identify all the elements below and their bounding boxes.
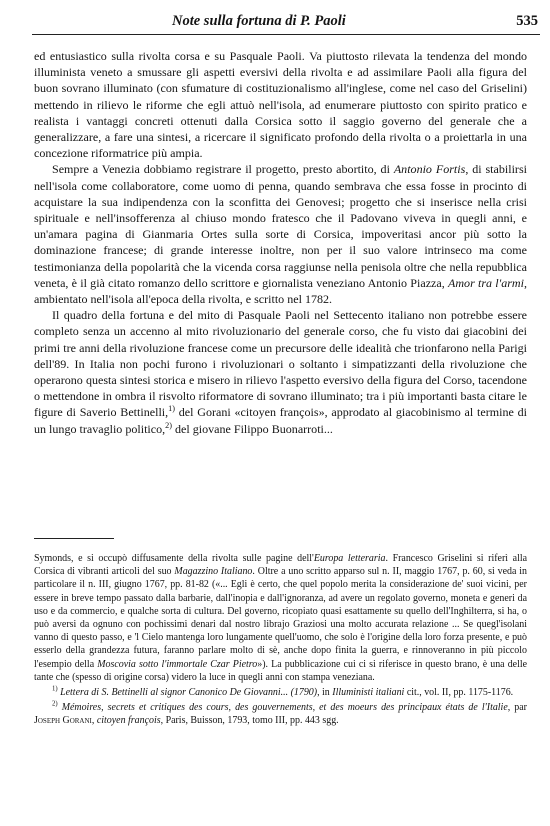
footnote-2-author: Joseph Gorani [34,715,92,727]
footnote-1-end: cit., vol. II, pp. 1175-1176. [404,687,514,699]
paragraph-3-text-b: del Gorani «citoyen françois», approdato al giacobinismo al termine di un lungo travaglio politico, [34,405,527,436]
main-text [34,48,527,437]
footnote-2-end: , Paris, Buisson, 1793, tomo III, pp. 443 sgg. [160,715,339,727]
footnote-1-sep: , in [317,687,333,699]
journal-title-magazzino: Magazzino Italiano [174,566,253,578]
footnotes [34,552,527,728]
person-name-fortis: Antonio Fortis [393,162,466,177]
footnote-2-sep-b: , [91,715,97,727]
footnote-ref-2: 2) [165,420,172,430]
footnote-continuation-text-d: »). La pubblicazione cui ci si riferisce in questo brano, è una delle tante che (spesso di origine corsa) videro la luce in quegli anni con stampa veneziana. [34,658,528,683]
footnote-continuation-text-b: . Francesco Griselini si riferì alla Corsica di vibranti articoli del suo [34,553,527,578]
novel-title: Amor tra l'armi [448,275,524,290]
footnote-2-title: Mémoires, secrets et critiques des cours, des gouvernements, et des moeurs des principaux états de l'Italie [61,702,508,714]
footnote-1-title: Lettera di S. Bettinelli al signor Canonico De Giovanni... (1790) [60,687,318,699]
journal-title-europa: Europa letteraria [313,553,386,564]
footnote-2 [34,701,527,727]
paragraph-3-text-a: Il quadro della fortuna e del mito di Pasquale Paoli nel Settecento italiano non potrebbe essere completo senza un accenno al mito rivoluzionario del generale corso, che fu visto dai giacobini dei primi tre anni della rivoluzione francese come un precursore delle idealità che trionfarono nella Parigi dell'89. In Italia non pochi furono i rivoluzionari o soltanto i simpatizzanti della rivoluzione che operarono questa sintesi storica e misero in rilievo l'aspetto eversivo della figura del Corso, tacendone o mettendone in ombra il risvolto riformatore di sovrano illuminato; tra i più importanti basta citare le figure di Saverio Bettinelli, [34,308,527,420]
paragraph-1 [34,48,527,161]
paragraph-2-text-a: Sempre a Venezia dobbiamo registrare il progetto, presto abortito, di [52,162,394,177]
footnote-2-sep: , par [507,702,527,714]
paragraph-3 [34,307,527,437]
running-title: Note sulla fortuna di P. Paoli [172,13,346,29]
quote-moscovia: Moscovia sotto l'immortale Czar Pietro [97,658,258,670]
page-header [32,12,540,35]
footnote-1 [34,686,527,699]
footnote-1-work: Illuministi italiani [332,687,405,699]
footnote-separator [34,538,114,539]
page-number: 535 [516,13,538,29]
footnote-ref-1: 1) [168,404,175,414]
footnote-continuation [34,552,527,684]
paragraph-2-text-b: , di stabilirsi nell'isola come collaboratore, come uomo di penna, quando sembrava che essa fosse in procinto di acquistare la sua indipendenza con la sconfitta dei Genovesi; progetto che si inserisce nella crisi spirituale e nell'insofferenza al chiuso mondo fratesco che il Padovano viveva in quegli anni, e un'amara pagina di Gianmaria Ortes sulla sorte di Corsica, impoveritasi ancor più sotto la dominazione francese; di grande interesse inoltre, non per il suo valore intrinseco ma come testimonianza della popolarità che la vicenda corsa raggiunse nella penisola oltre che nella repubblica veneta, è il già citato romanzo dello scrittore e giornalista veneziano Antonio Piazza, [34,162,527,290]
footnote-2-citoyen: citoyen françois [96,715,161,727]
footnote-continuation-text-c: . Oltre a uno scritto apparso sul n. II, maggio 1767, p. 60, si veda in particolare il n. III, giugno 1767, pp. 81-82 («... Egli è certo, che quel popolo merita la considerazione de' suoi vicini, per essere in breve tempo passato dalla barbarie, dall'inopia e dall'ignoranza, ad avere un regolato governo, moneta e generi da uso e da commercio, e qualche sorta di cultura. Del governo, ricopiato quasi esattamente su quello dell'Inghilterra, si ha, o può aversi da ognuno con pochissimi denari dal nostro librajo Graziosi una molto accurata relazione ... Se quegl'isolani vanno di questo passo, e 'l Cielo mantenga loro lungamente quell'uomo, che solo è l'origine della loro forza presente, e può esserlo della grandezza futura, faranno parlare molto di sè, anche dopo finita la guerra, e rinnoveranno in più piccolo l'esempio della [34,566,527,670]
footnote-1-number: 1) [52,685,58,693]
paragraph-1-text: ed entusiastico sulla rivolta corsa e su Pasquale Paoli. Va piuttosto rilevata la tendenza del mondo illuminista veneto a smussare gli aspetti eversivi della rivolta e ad assimilare Paoli alla figura del buon sovrano illuminato (con sfumature di costituzionalismo all'inglese, come nel caso del Griselini) mettendo in rilievo le riforme che egli attuò nell'isola, ad enumerare piuttosto con spirito pratico e realista i vantaggi concreti ottenuti dalla Corsica sotto il saggio governo del generale che a generalizzare, a fare una sintesi, a ricercare il significato profondo della rivolta o a proiettarla in una concezione riformatrice più ampia. [34,49,527,161]
footnote-continuation-text-a: Symonds, e si occupò diffusamente della rivolta sulle pagine dell' [34,553,314,564]
paragraph-2-text-c: , ambientato nell'isola all'epoca della rivolta, e scritto nel 1782. [34,275,527,307]
paragraph-3-text-c: del giovane Filippo Buonarroti... [172,421,333,436]
paragraph-2 [34,161,527,307]
footnote-2-number: 2) [52,700,58,708]
